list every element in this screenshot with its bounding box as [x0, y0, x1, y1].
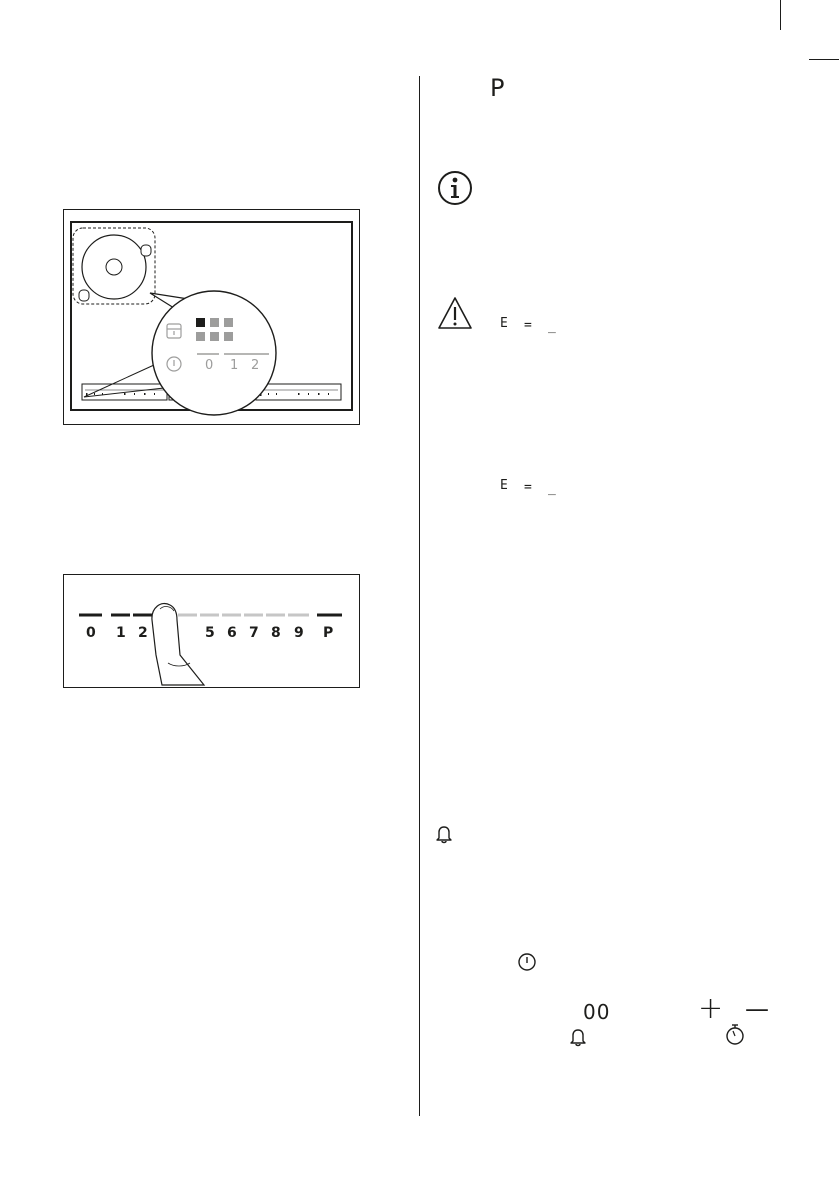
power-slider-illustration	[63, 574, 360, 688]
plus-symbol: +	[698, 991, 724, 1026]
scale-label-5: 5	[205, 625, 215, 641]
scale-label-p: P	[323, 625, 334, 641]
scale-label-9: 9	[294, 625, 304, 641]
magnifier	[152, 291, 276, 415]
scale-label-1: 1	[116, 625, 126, 641]
minus-symbol: —	[745, 995, 769, 1023]
column-divider	[419, 76, 420, 1116]
bell-icon-timer	[569, 1027, 587, 1047]
hob-illustration	[63, 209, 360, 425]
scale-label-0: 0	[86, 625, 96, 641]
residual-heat-low: _	[548, 319, 556, 334]
timer-display: 00	[583, 1000, 611, 1024]
stopwatch-icon	[724, 1022, 746, 1046]
hob-drawing	[64, 210, 359, 424]
warning-icon	[437, 296, 473, 330]
pot-icon	[82, 235, 146, 299]
residual-heat-low-2: _	[548, 481, 556, 496]
residual-heat-high-2: E	[500, 478, 508, 493]
residual-heat-mid: =	[524, 318, 532, 333]
residual-heat-high: E	[500, 316, 508, 331]
scale-label-2: 2	[138, 625, 148, 641]
scale-label-7: 7	[249, 625, 259, 641]
scale-label-8: 8	[271, 625, 281, 641]
zoom-label-2: 2	[251, 358, 260, 373]
power-boost-symbol: P	[490, 74, 505, 102]
bell-icon	[435, 824, 453, 844]
zoom-label-1: 1	[230, 358, 239, 373]
crop-mark-top-right-h	[809, 59, 839, 60]
power-icon	[517, 952, 537, 972]
scale-label-6: 6	[227, 625, 237, 641]
residual-heat-mid-2: =	[524, 480, 532, 495]
info-icon	[437, 170, 473, 206]
zoom-label-0: 0	[205, 358, 214, 373]
crop-mark-top-right-v	[780, 0, 781, 30]
